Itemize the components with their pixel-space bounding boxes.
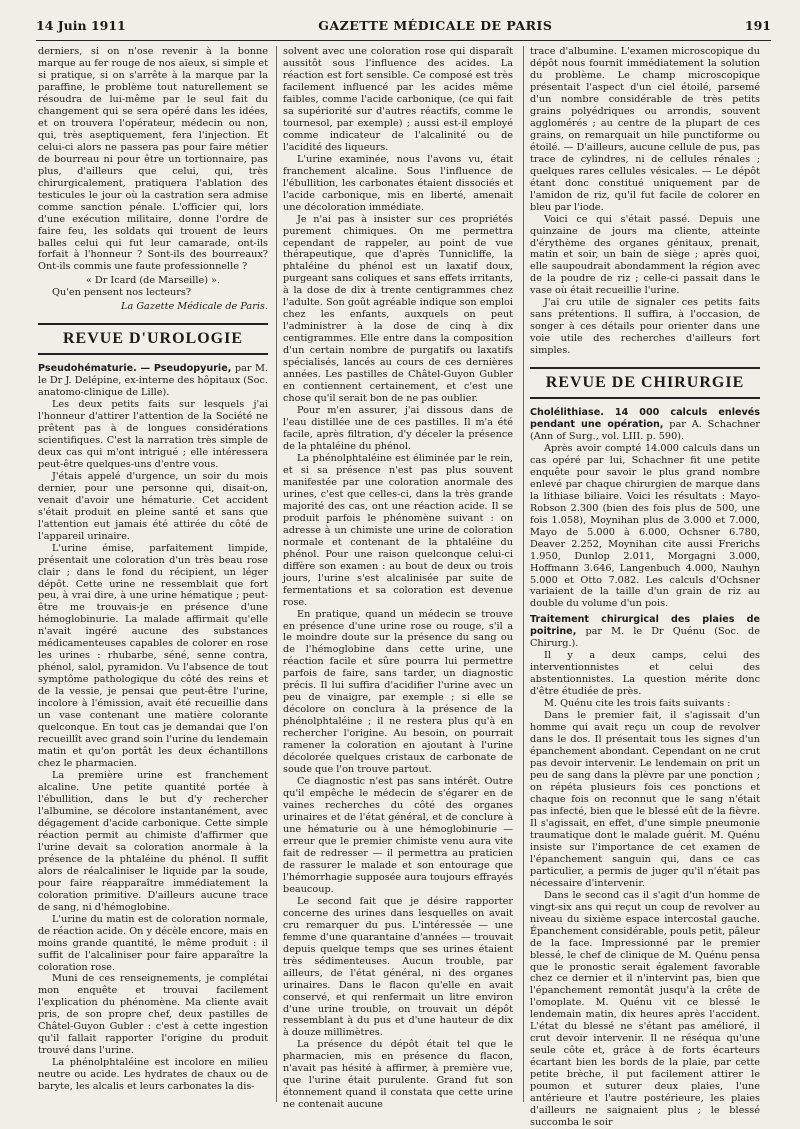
article-title: Cholélithiase. 14 000 calculs enlevés pendant une opération, — [530, 406, 760, 430]
paragraph: Voici ce qui s'était passé. Depuis une quinzaine de jours ma cliente, atteinte d'érythème des organes génitaux, prenait, matin et soir, un bain de siège ; après quoi, elle saupoudrait abondamment la région avec de la poudre de riz ; celle-ci passait dans le vase où était recueillie l'urine. — [530, 213, 760, 297]
paragraph: La présence du dépôt était tel que le pharmacien, mis en présence du flacon, n'avait pas hésité à affirmer, à première vue, que l'urine était purulente. Grand fut son étonnement quand il constata que cette urine ne contenait aucune — [283, 1039, 513, 1111]
article-title: Traitement chirurgical des plaies de poitrine, — [530, 614, 760, 638]
reader-question: Qu'en pensent nos lecteurs? — [52, 287, 192, 299]
journal-title: GAZETTE MÉDICALE DE PARIS — [318, 18, 553, 33]
paragraph: Après avoir compté 14.000 calculs dans un cas opéré par lui, Schachner fit une petite enquête pour savoir le plus grand nombre enlevé par chaque chirurgien de marque dans la lithiase biliaire. Voici les résultats : Mayo-Robson 2.300 (bien des fois plus de 500, une fois 1.058), Moynihan plus de 3.000 et 7.000, Mayo de 5.000 à 6.000, Ochsner 6.780, Deaver 2.252, Moynihan cite aussi Frerichs 1.950, Dunlop 2.011, Morgagni 3.000, Hoffmann 3.646, Langenbuch 4.000, Nauhyn 5.000 et Otto 7.082. Les calculs d'Ochsner variaient de la taille d'un grain de riz au double du volume d'un pois. — [530, 442, 760, 610]
paragraph: Muni de ces renseignements, je complétai mon enquête et trouvai facilement l'explication du phénomène. Ma cliente avait pris, de son propre chef, deux pastilles de Châtel-Guyon Gubler : c'est à cette ingestion qu'il fallait rapporter l'origine du produit trouvé dans l'urine. — [38, 973, 268, 1057]
article-title: Pseudohématurie. — Pseudopyurie, — [38, 363, 232, 375]
article-byline: par A. Schachner (Ann of Surg., vol. LIII. p. 590). — [530, 418, 760, 442]
paragraph: Dans le second cas il s'agit d'un homme de vingt-six ans qui reçut un coup de revolver au niveau du sixième espace intercostal gauche. Épanchement considérable, pouls petit, pâleur de la face. Impressionné par le premier blessé, le chef de clinique de M. Quénu pensa que le pronostic serait également favorable chez ce dernier et il n'intervint pas, bien que l'épanchement remontât jusqu'à la crête de l'omoplate. M. Quénu vit ce blessé le lendemain matin, dix heures après l'accident. L'état du blessé ne s'étant pas amélioré, il crut devoir intervenir. Il ne réséqua qu'une seule côte et, grâce à de forts écarteurs écartant bien les bords de la plaie, par cette petite brèche, il put facilement attirer le poumon et suturer deux plaies, l'une antérieure et l'autre postérieure, les plaies d'ailleurs ne saignaient plus ; le blessé succomba le soir — [530, 889, 760, 1129]
paragraph: La phénolphtaléine est incolore en milieu neutre ou acide. Les hydrates de chaux ou de baryte, les alcalis et leurs carbonates la dis- — [38, 1057, 268, 1093]
column-divider — [523, 46, 524, 1102]
paragraph: M. Quénu cite les trois faits suivants : — [544, 698, 731, 710]
page-header — [36, 18, 771, 40]
paragraph: Il y a deux camps, celui des interventionnistes et celui des abstentionnistes. La question mérite donc d'être étudiée de près. — [530, 650, 760, 698]
column-3 — [530, 46, 760, 1129]
paragraph: La phénolphtaléine est éliminée par le rein, et si sa présence n'est pas plus souvent manifestée par une coloration anormale des urines, c'est que celles-ci, dans la très grande majorité des cas, ont une réaction acide. Il se produit parfois le phénomène suivant : on adresse à un chimiste une urine de coloration normale et contenant de la phtaléine du phénol. Pour une raison quelconque celui-ci diffère son examen : au bout de deux ou trois jours, l'urine s'est alcalinisée par suite de fermentations et sa coloration est devenue rose. — [283, 452, 513, 608]
column-divider — [276, 46, 277, 1102]
article-byline: par M. le Dr Quénu (Soc. de Chirurg.). — [530, 626, 760, 650]
article-heading — [530, 614, 760, 650]
paragraph: Les deux petits faits sur lesquels j'ai l'honneur d'attirer l'attention de la Société ne prêtent pas à de longues considérations scientifiques. C'est la narration très simple de deux cas qui m'ont intrigué ; elle intéressera peut-être quelques-uns d'entre vous. — [38, 398, 268, 470]
paragraph: Ce diagnostic n'est pas sans intérêt. Outre qu'il empêche le médecin de s'égarer en de vaines recherches du côté des organes urinaires et de l'état général, et de conclure à une hématurie ou à une hémoglobinurie — erreur que le premier chimiste venu aura vite fait de redresser — il permettra au praticien de rassurer le malade et son entourage que l'hémorrhagie supposée aura toujours effrayés beaucoup. — [283, 776, 513, 895]
paragraph: J'étais appelé d'urgence, un soir du mois dernier, pour une personne qui, disait-on, venait d'avoir une hématurie. Cet accident s'était produit en pleine santé et sans que l'attention eut jamais été attirée du côté de l'appareil urinaire. — [38, 470, 268, 542]
paragraph: En pratique, quand un médecin se trouve en présence d'une urine rose ou rouge, s'il a le moindre doute sur la présence du sang ou de l'hémoglobine dans cette urine, une réaction facile et sûre pourra lui permettre parfois de faire, sans tarder, un diagnostic précis. Il lui suffira d'acidifier l'urine avec un peu de vinaigre, par exemple ; si elle se décolore on conclura à la présence de la phénolphtaléine ; il ne restera plus qu'à en rechercher l'origine. Au besoin, on pourrait ramener la coloration en ajoutant à l'urine décolorée quelques cristaux de carbonate de soude que l'on trouve partout. — [283, 608, 513, 776]
column-1 — [38, 46, 268, 1102]
paragraph: Pour m'en assurer, j'ai dissous dans de l'eau distillée une de ces pastilles. Il m'a été facile, après filtration, d'y déceler la présence de la phtaléine du phénol. — [283, 405, 513, 452]
paragraph: La première urine est franchement alcaline. Une petite quantité portée à l'ébullition, dans le but d'y rechercher l'albumine, se décolore instantanément, avec dégagement d'acide carbonique. Cette simple réaction permit au chimiste d'affirmer que l'urine devait sa coloration anormale à la présence de la phtaléine du phénol. Il suffit alors de réalcaliniser le liquide par la soude, pour faire réapparaître immédiatement la coloration primitive. D'ailleurs aucune trace de sang, ni d'hémoglobine. — [38, 770, 268, 913]
intro-paragraph: derniers, si on n'ose revenir à la bonne marque au fer rouge de nos aïeux, si simple et si pratique, si on s'arrête à la marque par la paraffine, le problème tout naturellement se résoudra de lui-même par le seul fait du changement qui se sera opéré dans les idées, et on trouvera l'opérateur, médecin ou non, qui, très aseptiquement, fera l'injection. Et celui-ci alors ne passera pas pour faire métier de bourreau ni pour être un tortionnaire, pas plus, d'ailleurs que celui, qui, très chirurgicalement, pratiquera l'ablation des testicules le jour où la castration sera admise comme sanction pénale. L'officier qui, lors d'une exécution militaire, donne l'ordre de faire feu, les soldats qui trouent de leurs balles celui qui fut leur camarade, ont-ils forfait à l'honneur ? Sont-ils des bourreaux? Ont-ils commis une faute professionnelle ? — [38, 46, 268, 273]
page-number: 191 — [744, 18, 771, 33]
section-title-chirurgie: REVUE DE CHIRURGIE — [530, 367, 760, 399]
paragraph: Je n'ai pas à insister sur ces propriétés purement chimiques. On me permettra cependant de rappeler, au point de vue thérapeutique, que d'après Tunnicliffe, la phtaléine du phénol est un laxatif doux, purgeant sans coliques et sans effets irritants, à la dose de dix à trente centigrammes chez l'adulte. Son goût agréable indique son emploi chez les enfants, auxquels on peut l'administrer à la dose de cinq à dix centigrammes. Elle entre dans la composition d'un certain nombre de purgatifs ou laxatifs spécialisés, lancés au cours de ces dernières années. Les pastilles de Châtel-Guyon Gubler en contiennent certainement, et c'est une chose qu'il serait bon de ne pas oublier. — [283, 213, 513, 405]
article-byline: par M. le Dr J. Delépine, ex-interne des hôpitaux (Soc. anatomo-clinique de Lille). — [38, 363, 268, 398]
paragraph: trace d'albumine. L'examen microscopique du dépôt nous fournit immédiatement la solution du problème. Le champ microscopique présentait l'aspect d'un ciel étoilé, parsemé d'un nombre considérable de très petits grains polyédriques ou arrondis, souvent agglomérés ; au centre de la plupart de ces grains, on remarquait un hile punctiforme ou étoilé. — D'ailleurs, aucune cellule de pus, pas trace de cylindres, ni de cellules rénales ; quelques rares cellules vésicales. — Le dépôt étant donc constitué uniquement par de l'amidon de riz, qu'il fut facile de colorer en bleu par l'iode. — [530, 46, 760, 213]
article-heading — [530, 407, 760, 443]
paragraph: J'ai cru utile de signaler ces petits faits sans prétentions. Il suffira, à l'occasion, de songer à ces détails pour orienter dans une voie utile des recherches d'ailleurs fort simples. — [530, 297, 760, 357]
column-2 — [283, 46, 513, 1111]
section-title-urologie: REVUE D'UROLOGIE — [38, 323, 268, 355]
paragraph: L'urine émise, parfaitement limpide, présentait une coloration d'un très beau rose clair ; dans le fond du récipient, un léger dépôt. Cette urine ne ressemblait que fort peu, à vrai dire, à une urine hématique ; peut-être me trouvais-je en présence d'une hémoglobinurie. La malade affirmait qu'elle n'avait ingéré aucune des substances médicamenteuses capables de colorer en rose les urines : rhubarbe, séné, senne contra, phénol, salol, pyramidon. Vu l'absence de tout symptôme pathologique du côté des reins et de la vessie, je pensai que peut-être l'urine, incolore à l'émission, avait été recueillie dans un vase contenant une matière colorante quelconque. En tout cas je demandai que l'on recueillît avec grand soin l'urine du lendemain matin et qu'on portât les deux échantillons chez le pharmacien. — [38, 542, 268, 770]
paragraph: Le second fait que je désire rapporter concerne des urines dans lesquelles on avait cru remarquer du pus. L'intéressée — une femme d'une quarantaine d'années — trouvait depuis quelque temps que ses urines étaient très sédimenteuses. Aucun trouble, par ailleurs, de l'état général, ni des organes urinaires. Dans le flacon qu'elle en avait conservé, et qui renfermait un litre environ d'une urine trouble, on trouvait un dépôt ressemblant à du pus et d'une hauteur de dix à douze millimètres. — [283, 895, 513, 1039]
letter-signature: « Dr Icard (de Marseille) ». — [85, 275, 221, 287]
paragraph: Dans le premier fait, il s'agissait d'un homme qui avait reçu un coup de revolver dans le dos. Il présentait tous les signes d'un épanchement abondant. Cependant on ne crut pas devoir intervenir. Le lendemain on prit un peu de sang dans la plèvre par une ponction ; on répéta plusieurs fois ces ponctions et chaque fois on reconnut que le sang n'était pas infecté, bien que le blessé eût de la fièvre. Il s'agissait, en effet, d'une simple pneumonie traumatique dont le malade guérit. M. Quénu insiste sur l'importance de cet examen de l'épanchement sanguin qui, dans ce cas particulier, a permis de juger qu'il n'était pas nécessaire d'intervenir. — [530, 710, 760, 889]
article-heading — [38, 363, 268, 399]
paragraph: L'urine examinée, nous l'avons vu, était franchement alcaline. Sous l'influence de l'ébullition, les carbonates étaient dissociés et l'acide carbonique, mis en liberté, amenait une décoloration immédiate. — [283, 153, 513, 213]
paragraph: solvent avec une coloration rose qui disparaît aussitôt sous l'influence des acides. La réaction est fort sensible. Ce composé est très facilement influencé par les acides même faibles, comme l'acide carbonique, (ce qui fait sa supériorité sur d'autres réactifs, comme le tournesol, par exemple) ; aussi est-il employé comme indicateur de l'alcalinité ou de l'acidité des liqueurs. — [283, 46, 513, 153]
issue-date: 14 Juin 1911 — [36, 18, 126, 33]
header-rule — [36, 40, 771, 41]
editorial-credit: La Gazette Médicale de Paris. — [121, 301, 268, 313]
paragraph: L'urine du matin est de coloration normale, de réaction acide. On y décèle encore, mais en moins grande quantité, le même produit : il suffit de l'alcaliniser pour faire apparaître la coloration rose. — [38, 913, 268, 973]
